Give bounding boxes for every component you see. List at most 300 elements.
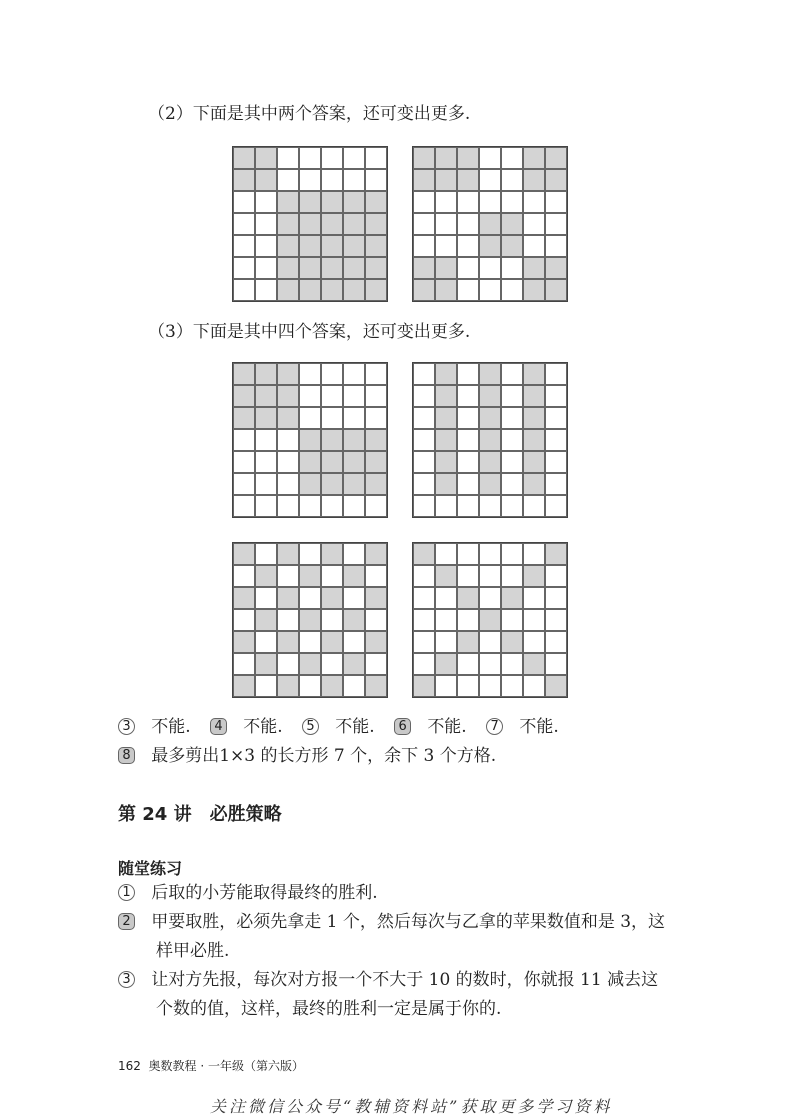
grid-cell — [457, 565, 479, 587]
grid-cell — [277, 609, 299, 631]
grid-cell — [413, 631, 435, 653]
grid-cell — [255, 235, 277, 257]
grid-cell — [255, 631, 277, 653]
answer-text-3: 不能. — [151, 717, 191, 737]
grid-cell — [277, 213, 299, 235]
answer-5 — [302, 717, 375, 737]
grid-cell — [523, 147, 545, 169]
grid-cell — [523, 407, 545, 429]
answer-text-5: 不能. — [335, 717, 375, 737]
grid-cell — [545, 609, 567, 631]
grid-cell — [365, 147, 387, 169]
grid-cell — [255, 473, 277, 495]
grid-cell — [299, 631, 321, 653]
grid-cell — [299, 257, 321, 279]
grid-cell — [299, 609, 321, 631]
grid-cell — [545, 587, 567, 609]
answer-text-8: 最多剪出1×3 的长方形 7 个，余下 3 个方格. — [151, 746, 497, 766]
grid-cell — [501, 587, 523, 609]
grid-cell — [435, 169, 457, 191]
grid-cell — [479, 385, 501, 407]
grid-cell — [233, 587, 255, 609]
grid-cell — [545, 451, 567, 473]
grid-cell — [365, 279, 387, 301]
grid-cell — [321, 385, 343, 407]
grid-cell — [233, 169, 255, 191]
grid-cell — [501, 653, 523, 675]
grid-cell — [277, 451, 299, 473]
grid-cell — [413, 363, 435, 385]
grid-cell — [479, 169, 501, 191]
grid-cell — [255, 543, 277, 565]
grid-cell — [413, 473, 435, 495]
grid-cell — [413, 653, 435, 675]
grid-cell — [233, 495, 255, 517]
grid-cell — [233, 451, 255, 473]
answer-text-4: 不能. — [243, 717, 283, 737]
grid-cell — [255, 587, 277, 609]
grid-cell — [501, 191, 523, 213]
grid-cell — [365, 631, 387, 653]
grid-cell — [501, 407, 523, 429]
grid-cell — [233, 631, 255, 653]
grid-cell — [321, 543, 343, 565]
grid-cell — [233, 235, 255, 257]
answer-number-5: 5 — [302, 718, 319, 735]
grid-cell — [299, 363, 321, 385]
grid-answer-3a — [232, 362, 388, 518]
grid-cell — [479, 363, 501, 385]
grid-cell — [435, 451, 457, 473]
practice-item-3 — [118, 969, 658, 991]
grid-cell — [479, 609, 501, 631]
grid-answer-2a — [232, 146, 388, 302]
grid-cell — [299, 675, 321, 697]
grid-cell — [501, 543, 523, 565]
grid-cell — [545, 257, 567, 279]
grid-cell — [321, 407, 343, 429]
grid-cell — [233, 147, 255, 169]
part3-label: （3） — [148, 322, 193, 342]
page-number: 162 — [118, 1059, 141, 1073]
grid-cell — [501, 565, 523, 587]
answer-text-6: 不能. — [427, 717, 467, 737]
grid-cell — [365, 213, 387, 235]
grid-cell — [545, 429, 567, 451]
grid-cell — [299, 407, 321, 429]
grid-cell — [435, 565, 457, 587]
grid-cell — [321, 653, 343, 675]
grid-cell — [343, 279, 365, 301]
grid-cell — [435, 257, 457, 279]
grid-cell — [501, 609, 523, 631]
grid-cell — [457, 429, 479, 451]
grid-cell — [277, 543, 299, 565]
grid-cell — [457, 587, 479, 609]
grid-cell — [365, 495, 387, 517]
grid-cell — [479, 147, 501, 169]
grid-cell — [479, 495, 501, 517]
grid-cell — [343, 451, 365, 473]
answer-number-8: 8 — [118, 747, 135, 764]
grid-cell — [457, 385, 479, 407]
grid-cell — [413, 169, 435, 191]
grid-cell — [343, 407, 365, 429]
grid-cell — [321, 675, 343, 697]
grid-cell — [545, 213, 567, 235]
grid-cell — [435, 385, 457, 407]
answer-number-3: 3 — [118, 718, 135, 735]
grid-cell — [277, 565, 299, 587]
answer-number-6: 6 — [394, 718, 411, 735]
grid-cell — [479, 653, 501, 675]
grid-cell — [457, 191, 479, 213]
grid-cell — [479, 631, 501, 653]
part3-line — [148, 321, 470, 343]
grid-cell — [365, 257, 387, 279]
answers-row-2 — [118, 745, 496, 767]
grid-cell — [321, 147, 343, 169]
grid-cell — [255, 147, 277, 169]
grid-cell — [501, 473, 523, 495]
grid-cell — [457, 609, 479, 631]
grid-cell — [343, 213, 365, 235]
grid-cell — [435, 213, 457, 235]
grid-cell — [479, 191, 501, 213]
grid-cell — [457, 235, 479, 257]
grid-cell — [343, 169, 365, 191]
grid-cell — [365, 565, 387, 587]
grid-cell — [233, 565, 255, 587]
grid-cell — [233, 385, 255, 407]
grid-cell — [233, 675, 255, 697]
grid-cell — [277, 169, 299, 191]
practice-title: 随堂练习 — [118, 859, 183, 878]
practice-item-1 — [118, 882, 378, 904]
grid-cell — [321, 631, 343, 653]
grid-cell — [413, 385, 435, 407]
grid-cell — [255, 429, 277, 451]
watermark-text: 关注微信公众号“教辅资料站”获取更多学习资料 — [210, 1097, 613, 1116]
grid-cell — [321, 279, 343, 301]
grid-cell — [413, 543, 435, 565]
grid-cell — [435, 147, 457, 169]
grid-cell — [435, 429, 457, 451]
grid-cell — [365, 451, 387, 473]
grid-cell — [457, 279, 479, 301]
grid-cell — [501, 675, 523, 697]
grid-cell — [457, 451, 479, 473]
grid-cell — [501, 235, 523, 257]
grid-cell — [321, 451, 343, 473]
grid-cell — [365, 675, 387, 697]
part3-text: 下面是其中四个答案，还可变出更多. — [192, 322, 471, 342]
grid-cell — [255, 451, 277, 473]
grid-cell — [457, 169, 479, 191]
grid-cell — [457, 675, 479, 697]
grid-cell — [299, 495, 321, 517]
grid-cell — [413, 279, 435, 301]
grid-cell — [255, 495, 277, 517]
grid-cell — [413, 495, 435, 517]
grid-cell — [545, 385, 567, 407]
grid-cell — [435, 235, 457, 257]
grid-cell — [523, 363, 545, 385]
grid-cell — [233, 363, 255, 385]
grid-cell — [299, 473, 321, 495]
grid-cell — [523, 609, 545, 631]
grid-cell — [321, 213, 343, 235]
grid-cell — [457, 543, 479, 565]
grid-cell — [501, 279, 523, 301]
grid-cell — [413, 407, 435, 429]
grid-cell — [545, 675, 567, 697]
grid-cell — [299, 169, 321, 191]
grid-cell — [343, 565, 365, 587]
grid-cell — [413, 257, 435, 279]
grid-cell — [501, 213, 523, 235]
grid-cell — [413, 191, 435, 213]
grid-cell — [545, 543, 567, 565]
grid-cell — [523, 543, 545, 565]
answer-3 — [118, 717, 191, 737]
grid-cell — [255, 653, 277, 675]
grid-cell — [255, 279, 277, 301]
grid-cell — [457, 473, 479, 495]
grid-cell — [523, 675, 545, 697]
grid-cell — [365, 235, 387, 257]
grid-cell — [435, 279, 457, 301]
grid-cell — [233, 543, 255, 565]
grid-cell — [365, 385, 387, 407]
grid-cell — [545, 473, 567, 495]
grid-cell — [299, 451, 321, 473]
grid-cell — [299, 279, 321, 301]
grid-cell — [365, 653, 387, 675]
grid-cell — [479, 565, 501, 587]
practice-number-3: 3 — [118, 971, 135, 988]
grid-cell — [365, 543, 387, 565]
grid-cell — [299, 565, 321, 587]
grid-cell — [435, 473, 457, 495]
grid-cell — [277, 235, 299, 257]
grid-cell — [457, 213, 479, 235]
grid-cell — [277, 191, 299, 213]
practice-text-2b: 样甲必胜. — [156, 941, 230, 961]
grid-cell — [343, 363, 365, 385]
grid-cell — [277, 429, 299, 451]
grid-cell — [343, 587, 365, 609]
grid-cell — [479, 235, 501, 257]
grid-cell — [501, 169, 523, 191]
grid-cell — [523, 257, 545, 279]
grid-cell — [321, 495, 343, 517]
grid-cell — [365, 169, 387, 191]
grid-cell — [321, 169, 343, 191]
grid-cell — [343, 473, 365, 495]
grid-cell — [233, 473, 255, 495]
grid-cell — [501, 495, 523, 517]
grid-cell — [299, 191, 321, 213]
grid-cell — [365, 429, 387, 451]
grid-cell — [479, 543, 501, 565]
grid-cell — [321, 429, 343, 451]
grid-cell — [321, 363, 343, 385]
grid-cell — [435, 587, 457, 609]
grid-cell — [255, 191, 277, 213]
part2-label: （2） — [148, 104, 193, 124]
practice-text-2a: 甲要取胜，必须先拿走 1 个，然后每次与乙拿的苹果数值和是 3，这 — [151, 912, 666, 932]
grid-cell — [233, 279, 255, 301]
grid-cell — [413, 565, 435, 587]
grid-cell — [343, 257, 365, 279]
grid-cell — [457, 653, 479, 675]
answer-4 — [210, 717, 283, 737]
grid-cell — [545, 631, 567, 653]
grid-cell — [457, 363, 479, 385]
grid-cell — [343, 675, 365, 697]
grid-cell — [233, 429, 255, 451]
grid-cell — [479, 451, 501, 473]
answer-7 — [486, 717, 559, 737]
grid-cell — [523, 279, 545, 301]
answer-number-7: 7 — [486, 718, 503, 735]
grid-cell — [299, 385, 321, 407]
grid-cell — [413, 587, 435, 609]
grid-cell — [523, 191, 545, 213]
grid-cell — [343, 191, 365, 213]
practice-number-1: 1 — [118, 884, 135, 901]
grid-cell — [545, 565, 567, 587]
grid-cell — [479, 429, 501, 451]
grid-cell — [277, 363, 299, 385]
grid-cell — [255, 257, 277, 279]
grid-cell — [479, 213, 501, 235]
grid-cell — [523, 213, 545, 235]
grid-cell — [277, 587, 299, 609]
section-title: 第 24 讲 必胜策略 — [118, 804, 282, 825]
grid-cell — [277, 675, 299, 697]
grid-cell — [321, 565, 343, 587]
grid-cell — [479, 587, 501, 609]
grid-cell — [277, 147, 299, 169]
grid-cell — [233, 653, 255, 675]
grid-cell — [321, 191, 343, 213]
grid-cell — [545, 169, 567, 191]
grid-cell — [457, 257, 479, 279]
grid-cell — [435, 407, 457, 429]
grid-cell — [523, 169, 545, 191]
grid-cell — [545, 363, 567, 385]
practice-item-2 — [118, 911, 665, 933]
grid-cell — [545, 407, 567, 429]
grid-cell — [233, 213, 255, 235]
grid-cell — [501, 363, 523, 385]
grid-cell — [255, 169, 277, 191]
grid-cell — [545, 495, 567, 517]
grid-cell — [501, 257, 523, 279]
grid-cell — [545, 235, 567, 257]
grid-cell — [435, 609, 457, 631]
grid-cell — [523, 565, 545, 587]
grid-cell — [435, 543, 457, 565]
grid-cell — [435, 631, 457, 653]
grid-cell — [233, 407, 255, 429]
grid-cell — [479, 407, 501, 429]
grid-cell — [435, 363, 457, 385]
grid-cell — [255, 407, 277, 429]
grid-cell — [545, 191, 567, 213]
grid-cell — [343, 631, 365, 653]
grid-cell — [299, 429, 321, 451]
grid-cell — [365, 407, 387, 429]
grid-cell — [255, 565, 277, 587]
grid-cell — [435, 675, 457, 697]
grid-cell — [545, 147, 567, 169]
grid-cell — [457, 495, 479, 517]
grid-cell — [255, 675, 277, 697]
grid-cell — [343, 543, 365, 565]
grid-cell — [479, 675, 501, 697]
answer-text-7: 不能. — [519, 717, 559, 737]
grid-cell — [545, 279, 567, 301]
grid-cell — [413, 235, 435, 257]
grid-cell — [523, 473, 545, 495]
grid-cell — [321, 235, 343, 257]
grid-cell — [343, 147, 365, 169]
grid-cell — [413, 213, 435, 235]
grid-cell — [501, 631, 523, 653]
grid-cell — [299, 587, 321, 609]
grid-cell — [413, 451, 435, 473]
grid-cell — [479, 473, 501, 495]
grid-cell — [343, 609, 365, 631]
grid-cell — [501, 147, 523, 169]
grid-cell — [277, 407, 299, 429]
grid-cell — [343, 429, 365, 451]
practice-text-3b: 个数的值，这样，最终的胜利一定是属于你的. — [156, 999, 502, 1019]
grid-cell — [299, 213, 321, 235]
grid-cell — [321, 609, 343, 631]
grid-cell — [435, 653, 457, 675]
grid-cell — [501, 451, 523, 473]
grid-answer-3b — [412, 362, 568, 518]
grid-cell — [255, 213, 277, 235]
grid-cell — [321, 257, 343, 279]
grid-cell — [523, 235, 545, 257]
grid-cell — [523, 653, 545, 675]
grid-cell — [501, 429, 523, 451]
grid-cell — [479, 257, 501, 279]
grid-cell — [413, 609, 435, 631]
grid-cell — [365, 473, 387, 495]
page-footer — [118, 1057, 304, 1074]
grid-cell — [277, 473, 299, 495]
grid-cell — [365, 609, 387, 631]
grid-cell — [299, 147, 321, 169]
practice-number-2: 2 — [118, 913, 135, 930]
grid-cell — [321, 473, 343, 495]
grid-cell — [413, 429, 435, 451]
part2-text: 下面是其中两个答案，还可变出更多. — [192, 104, 471, 124]
grid-cell — [523, 451, 545, 473]
grid-cell — [523, 587, 545, 609]
grid-cell — [343, 385, 365, 407]
grid-cell — [255, 385, 277, 407]
answers-row-1 — [118, 716, 559, 738]
grid-cell — [233, 191, 255, 213]
grid-cell — [299, 653, 321, 675]
